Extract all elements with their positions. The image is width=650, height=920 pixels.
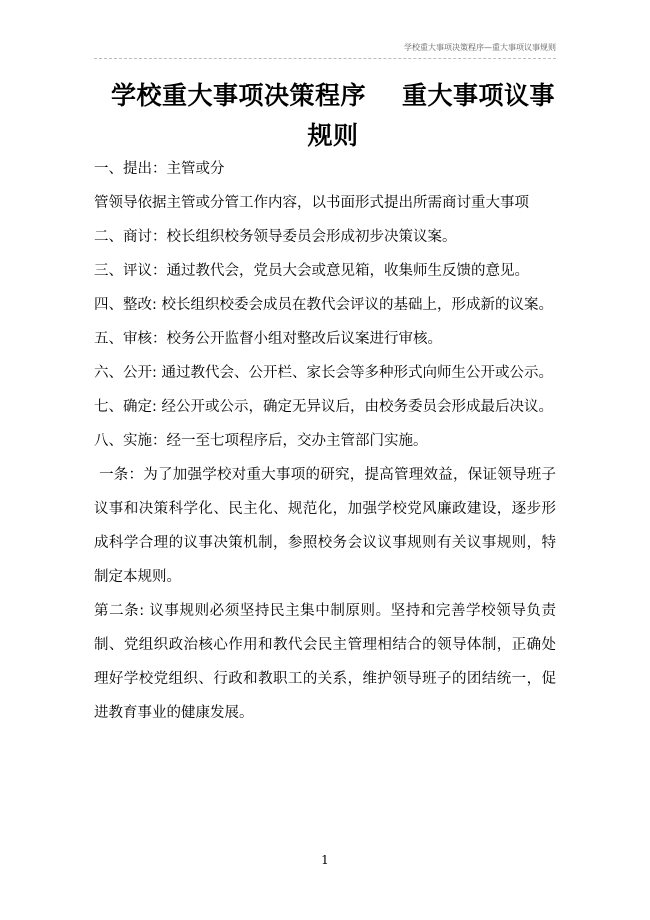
article-2-paragraph: 第二条: 议事规则必须坚持民主集中制原则。坚持和完善学校领导负责制、党组织政治核心作用和教代会民主管理相结合的领导体制，正确处理好学校党组织、行政和教职工的关系，维护领导班子的团结统一，促进教育事业的健康发展。 — [94, 603, 556, 721]
title-part-1: 学校重大事项决策程序 — [110, 81, 366, 110]
paragraph: 七、确定: 经公开或公示，确定无异议后，由校务委员会形成最后决议。 — [94, 399, 553, 415]
document-body — [94, 152, 556, 730]
paragraph: 五、审核：校务公开监督小组对整改后议案进行审核。 — [94, 331, 442, 347]
paragraph: 一、提出：主管或分 — [94, 161, 225, 177]
paragraph: 六、公开: 通过教代会、公开栏、家长会等多种形式向师生公开或公示。 — [94, 365, 553, 381]
article-1-paragraph: 一条：为了加强学校对重大事项的研究，提高管理效益，保证领导班子议事和决策科学化、民主化、规范化，加强学校党风廉政建设，逐步形成科学合理的议事决策机制，参照校务会议议事规则有关议事规则，特制定本规则。 — [94, 467, 556, 585]
paragraph: 四、整改: 校长组织校委会成员在教代会评议的基础上，形成新的议案。 — [94, 297, 553, 313]
paragraph: 管领导依据主管或分管工作内容，以书面形式提出所需商讨重大事项 — [94, 195, 529, 211]
title-part-2: 重大事项议事规则 — [307, 81, 556, 150]
page-number: 1 — [321, 853, 329, 867]
document-title — [100, 76, 566, 156]
paragraph: 三、评议：通过教代会，党员大会或意见箱，收集师生反馈的意见。 — [94, 263, 529, 279]
paragraph: 八、实施：经一至七项程序后，交办主管部门实施。 — [94, 433, 428, 449]
running-header: 学校重大事项决策程序—重大事项议事规则 — [94, 42, 556, 59]
paragraph: 二、商讨：校长组织校务领导委员会形成初步决策议案。 — [94, 229, 457, 245]
